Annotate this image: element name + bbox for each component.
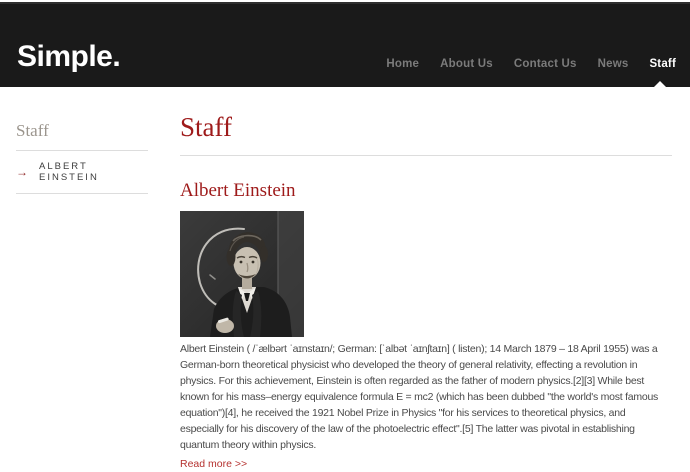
einstein-photo — [180, 211, 304, 337]
nav-item-staff[interactable]: Staff — [649, 58, 676, 70]
sidebar-title: Staff — [16, 121, 49, 140]
nav-item-contact-us[interactable]: Contact Us — [513, 58, 577, 70]
arrow-right-icon: → — [16, 165, 28, 179]
nav-item-news[interactable]: News — [597, 58, 629, 70]
article-title[interactable]: Albert Einstein — [180, 180, 296, 201]
page-title: Staff — [180, 112, 232, 142]
read-more-link[interactable]: Read more >> — [180, 458, 248, 470]
main-nav — [386, 58, 676, 70]
active-nav-indicator-icon — [654, 81, 666, 87]
site-logo[interactable]: Simple. — [17, 40, 121, 73]
main-content — [180, 112, 672, 472]
sidebar — [16, 121, 148, 194]
divider — [180, 155, 672, 156]
nav-item-about-us[interactable]: About Us — [440, 58, 493, 70]
article-body: Albert Einstein ( /ˈælbərt ˈaɪnstaɪn/; German: [ˈalbət ˈaɪnʃtaɪn] ( listen); 14 March 1879 – 18 April 1955) was a German-born theoretical physicist who developed the theory of general relativity, effecting a revolution in physics. For this achievement, Einstein is often regarded as the father of modern physics.[2][3] While best known for his mass–energy equivalence formula E = mc2 (which has been dubbed "the world's most famous equation")[4], he received the 1921 Nobel Prize in Physics "for his services to theoretical physics, and especially for his discovery of the law of the photoelectric effect".[5] The latter was pivotal in establishing quantum theory within physics. — [180, 343, 659, 451]
sidebar-item-label: ALBERT EINSTEIN — [39, 161, 99, 183]
site-header — [0, 2, 690, 87]
sidebar-item-albert-einstein[interactable] — [16, 151, 148, 193]
nav-item-home[interactable]: Home — [386, 58, 420, 70]
divider — [16, 193, 148, 194]
